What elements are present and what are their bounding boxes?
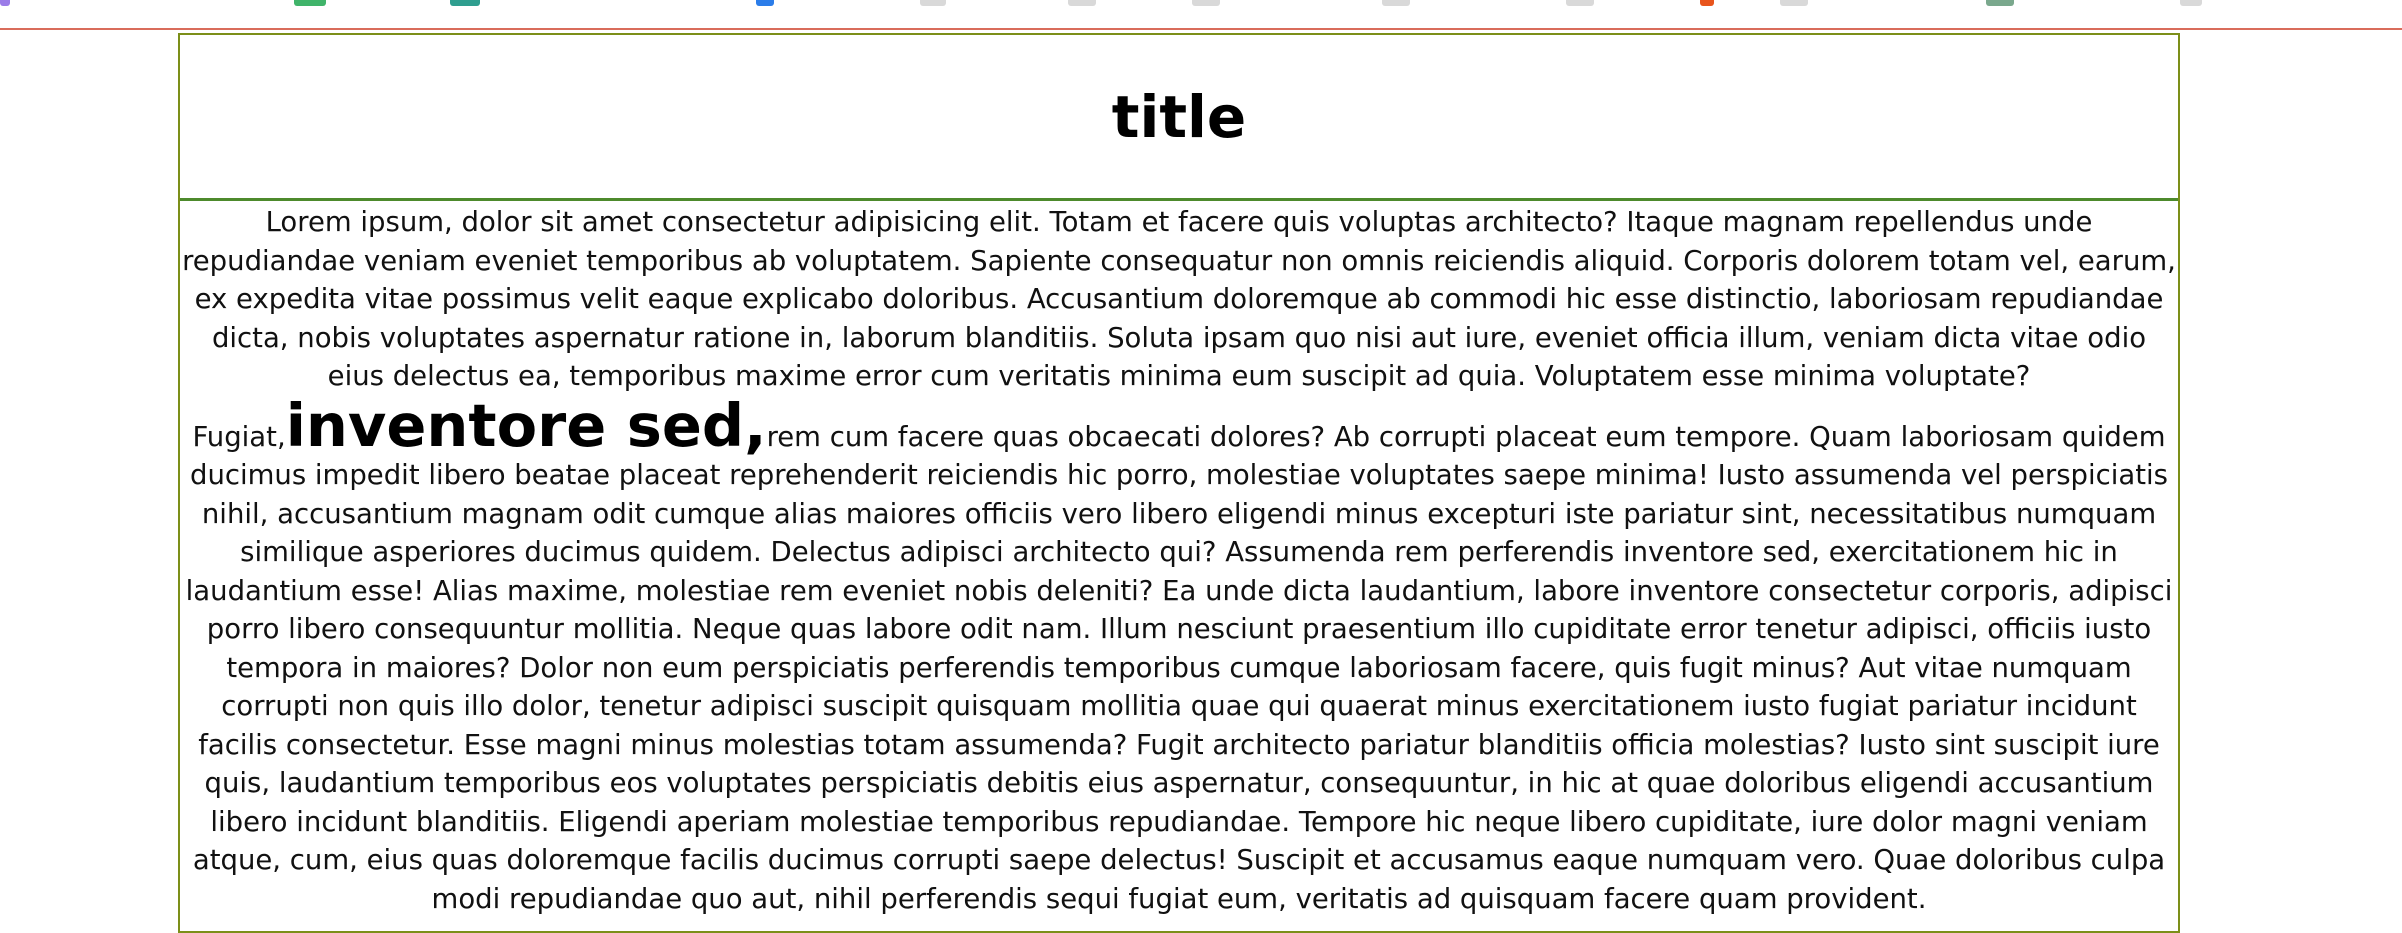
- bookmark-icon[interactable]: [1986, 0, 2014, 6]
- article-body: [180, 201, 2178, 918]
- bookmark-icon[interactable]: [1382, 0, 1410, 6]
- bookmark-icon[interactable]: [1068, 0, 1096, 6]
- bookmark-icon[interactable]: [1566, 0, 1594, 6]
- article-text: Lorem ipsum, dolor sit amet consectetur adipisicing elit. Totam et facere quis voluptas architecto? Itaque magnam repellendus unde repudiandae veniam eveniet temporibus ab voluptatem. Sapiente consequatur non omnis reiciendis aliquid. Corporis dolorem totam vel, earum, ex expedita vitae possimus velit eaque explicabo doloribus. Accusantium doloremque ab commodi hic esse distinctio, laboriosam repudiandae dicta, nobis voluptates aspernatur ratione in, laborum blanditiis. Soluta ipsam quo nisi aut iure, eveniet officia illum, veniam dicta vitae odio eius delectus ea, temporibus maxime error cum veritatis minima eum suscipit ad quia. Voluptatem esse minima voluptate? Fugiat,: [182, 206, 2176, 453]
- browser-bookmarks-bar: [0, 0, 2402, 30]
- page-header: [180, 35, 2178, 201]
- bookmark-icon[interactable]: [756, 0, 774, 6]
- page-title: title: [1111, 82, 1247, 151]
- emphasized-text: inventore sed,: [285, 390, 767, 460]
- bookmark-icon[interactable]: [2180, 0, 2202, 6]
- bookmark-icon[interactable]: [1780, 0, 1808, 6]
- bookmark-icon[interactable]: [920, 0, 946, 6]
- article-text-continued: rem cum facere quas obcaecati dolores? Ab corrupti placeat eum tempore. Quam laboriosam quidem ducimus impedit libero beatae placeat reprehenderit reiciendis hic porro, molestiae voluptates saepe minima! Iusto assumenda vel perspiciatis nihil, accusantium magnam odit cumque alias maiores officiis vero libero eligendi minus excepturi iste pariatur sint, necessitatibus numquam similique asperiores ducimus quidem. Delectus adipisci architecto qui? Assumenda rem perferendis inventore sed, exercitationem hic in laudantium esse! Alias maxime, molestiae rem eveniet nobis deleniti? Ea unde dicta laudantium, labore inventore consectetur corporis, adipisci porro libero consequuntur mollitia. Neque quas labore odit nam. Illum nesciunt praesentium illo cupiditate error tenetur adipisci, officiis iusto tempora in maiores? Dolor non eum perspiciatis perferendis temporibus cumque laboriosam facere, quis fugit minus? Aut vitae numquam corrupti non quis illo dolor, tenetur adipisci suscipit quisquam mollitia quae qui quaerat minus exercitationem iusto fugiat pariatur incidunt facilis consectetur. Esse magni minus molestias totam assumenda? Fugit architecto pariatur blanditiis officia molestias? Iusto sint suscipit iure quis, laudantium temporibus eos voluptates perspiciatis debitis eius aspernatur, consequuntur, in hic at quae doloribus eligendi accusantium libero incidunt blanditiis. Eligendi aperiam molestiae temporibus repudiandae. Tempore hic neque libero cupiditate, iure dolor magni veniam atque, cum, eius quas doloremque facilis ducimus corrupti saepe delectus! Suscipit et accusamus eaque numquam vero. Quae doloribus culpa modi repudiandae quo aut, nihil perferendis sequi fugiat eum, veritatis ad quisquam facere quam provident.: [185, 420, 2173, 915]
- page-container: [178, 33, 2180, 933]
- bookmark-icon[interactable]: [1700, 0, 1714, 6]
- bookmark-icon[interactable]: [1192, 0, 1220, 6]
- bookmark-icon[interactable]: [0, 0, 10, 6]
- bookmark-icon[interactable]: [450, 0, 480, 6]
- bookmark-icon[interactable]: [294, 0, 326, 6]
